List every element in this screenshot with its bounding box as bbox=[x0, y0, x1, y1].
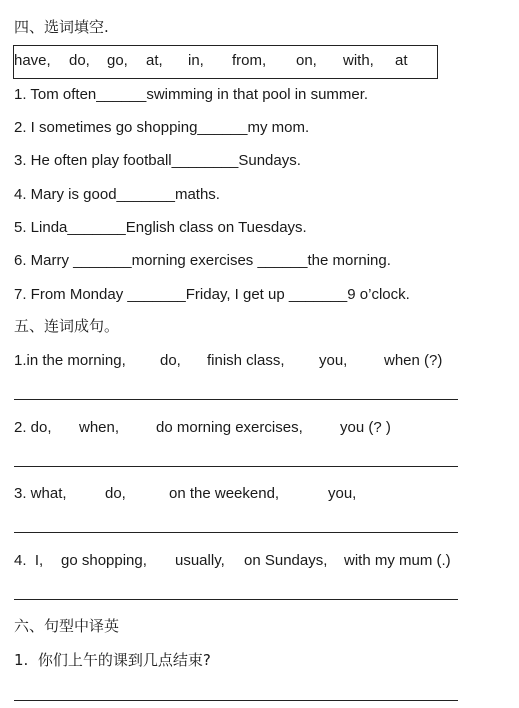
word-chunk: 1.in the morning, bbox=[14, 352, 126, 369]
fill-blank-item-6: 6. Marry _______morning exercises ______the morning. bbox=[14, 252, 391, 269]
word-chunk: do, bbox=[105, 485, 126, 502]
word-chunk: finish class, bbox=[207, 352, 285, 369]
section-6-title: 六、句型中译英 bbox=[14, 617, 120, 635]
word-chunk: usually, bbox=[175, 552, 225, 569]
section-5-title: 五、连词成句。 bbox=[14, 317, 120, 335]
word-chunk: 4. I, bbox=[14, 552, 44, 569]
answer-line bbox=[14, 466, 458, 467]
word-bank-word: with, bbox=[343, 52, 374, 69]
word-bank-word: go, bbox=[107, 52, 128, 69]
word-chunk: you, bbox=[319, 352, 348, 369]
fill-blank-item-4: 4. Mary is good_______maths. bbox=[14, 186, 220, 203]
word-bank-word: from, bbox=[232, 52, 267, 69]
word-bank-word: at, bbox=[146, 52, 163, 69]
word-chunk: go shopping, bbox=[61, 552, 147, 569]
answer-line bbox=[14, 532, 458, 533]
word-chunk: do morning exercises, bbox=[156, 419, 303, 436]
answer-line bbox=[14, 399, 458, 400]
word-chunk: on Sundays, bbox=[244, 552, 328, 569]
word-chunk: you (? ) bbox=[340, 419, 391, 436]
word-bank-word: at bbox=[395, 52, 408, 69]
fill-blank-item-5: 5. Linda_______English class on Tuesdays. bbox=[14, 219, 307, 236]
fill-blank-item-2: 2. I sometimes go shopping______my mom. bbox=[14, 119, 310, 136]
section-4-title: 四、选词填空. bbox=[14, 18, 109, 36]
translate-item-1: 1. 你们上午的课到几点结束? bbox=[14, 651, 211, 669]
answer-line bbox=[14, 599, 458, 600]
fill-blank-item-7: 7. From Monday _______Friday, I get up _______9 o’clock. bbox=[14, 286, 410, 303]
word-chunk: on the weekend, bbox=[169, 485, 280, 502]
fill-blank-item-1: 1. Tom often______swimming in that pool in summer. bbox=[14, 86, 369, 103]
word-bank-word: do, bbox=[69, 52, 90, 69]
word-bank-word: on, bbox=[296, 52, 317, 69]
word-chunk: when (?) bbox=[384, 352, 443, 369]
word-chunk: you, bbox=[328, 485, 357, 502]
word-chunk: 2. do, bbox=[14, 419, 52, 436]
word-chunk: with my mum (.) bbox=[344, 552, 451, 569]
word-chunk: 3. what, bbox=[14, 485, 67, 502]
word-bank-word: have, bbox=[14, 52, 51, 69]
word-chunk: do, bbox=[160, 352, 181, 369]
word-bank-word: in, bbox=[188, 52, 204, 69]
fill-blank-item-3: 3. He often play football________Sundays. bbox=[14, 152, 301, 169]
answer-line bbox=[14, 700, 458, 701]
word-chunk: when, bbox=[79, 419, 120, 436]
